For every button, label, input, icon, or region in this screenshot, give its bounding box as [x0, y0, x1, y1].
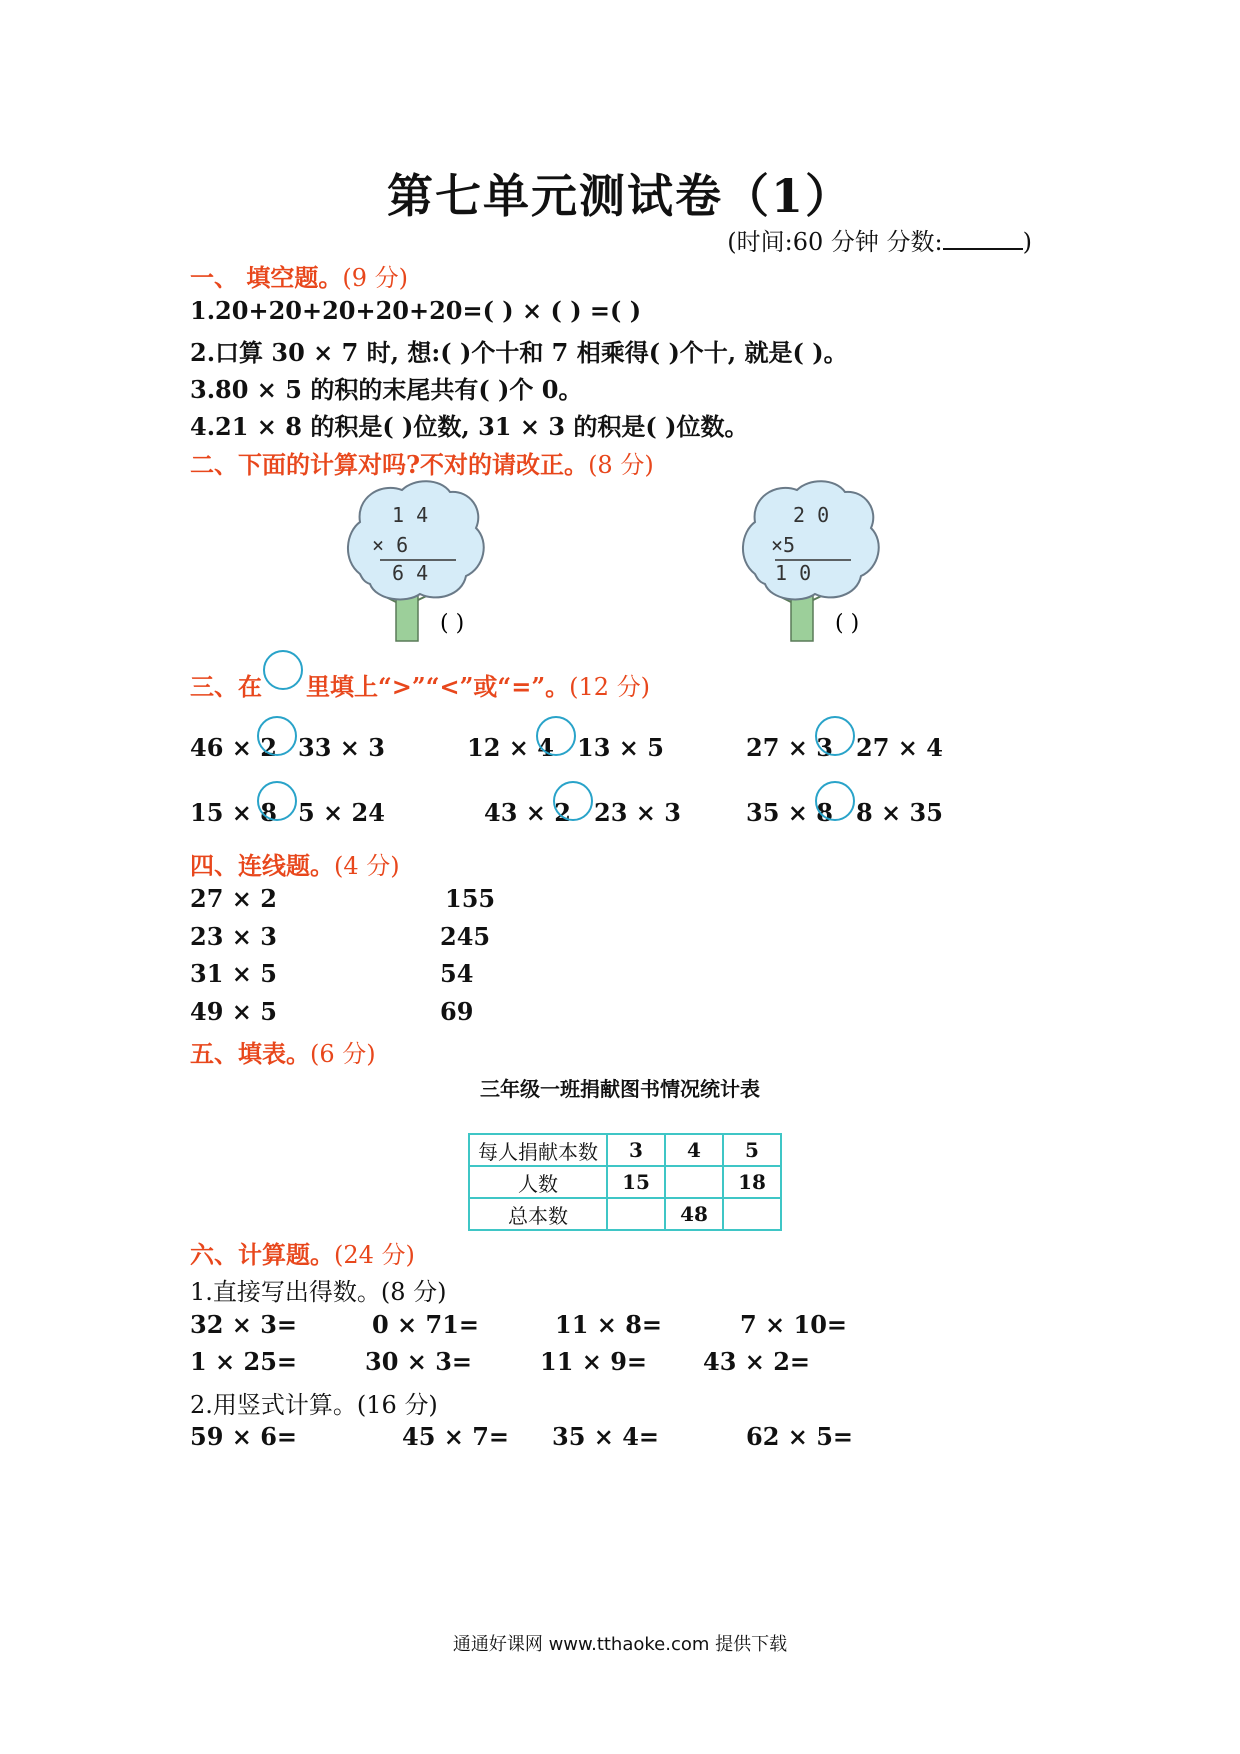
match-right-3[interactable]: 54 — [440, 959, 474, 988]
compare-4-left: 15 × 8 — [190, 798, 277, 827]
match-left-1[interactable]: 27 × 2 — [190, 884, 277, 913]
section-6-points: (24 分) — [334, 1241, 415, 1269]
section-5-title: 五、填表。 — [190, 1039, 310, 1068]
table-cell: 3 — [607, 1134, 665, 1166]
match-right-2[interactable]: 245 — [440, 922, 491, 951]
section-6-title: 六、计算题。 — [190, 1240, 334, 1269]
table-cell-blank[interactable] — [665, 1166, 723, 1198]
calc-item[interactable]: 7 × 10= — [740, 1310, 848, 1339]
fill-question-2[interactable]: 2.口算 30 × 7 时, 想:( )个十和 7 相乘得( )个十, 就是( )。 — [190, 338, 848, 367]
table-cell-blank[interactable] — [607, 1198, 665, 1230]
tree-2-top: 2 0 — [793, 503, 830, 527]
row-header: 人数 — [469, 1166, 607, 1198]
heading-circle-icon — [263, 650, 303, 690]
compare-5-right: 23 × 3 — [594, 798, 681, 827]
calc-sub-1-points: (8 分) — [380, 1278, 447, 1306]
compare-3-circle[interactable] — [815, 716, 855, 756]
compare-2-right: 13 × 5 — [577, 733, 664, 762]
calc-sub-1-label: 1.直接写出得数。 — [190, 1278, 381, 1306]
match-right-4[interactable]: 69 — [440, 997, 474, 1026]
page-title: 第七单元测试卷（1） — [386, 169, 853, 223]
tree-2-mid: ×5 — [771, 533, 796, 557]
table-cell: 4 — [665, 1134, 723, 1166]
section-5-points: (6 分) — [310, 1040, 376, 1068]
section-1-title: 一、 填空题。 — [190, 263, 343, 292]
tree-1-answer[interactable]: ( ) — [440, 611, 465, 636]
match-left-4[interactable]: 49 × 5 — [190, 997, 277, 1026]
compare-6-right: 8 × 35 — [856, 798, 943, 827]
compare-1-right: 33 × 3 — [298, 733, 385, 762]
section-5-heading — [190, 1034, 376, 1069]
tree-1-top: 1 4 — [392, 503, 429, 527]
calc-item[interactable]: 30 × 3= — [365, 1347, 473, 1376]
section-2-points: (8 分) — [588, 451, 654, 479]
table-cell: 5 — [723, 1134, 781, 1166]
compare-1-circle[interactable] — [257, 716, 297, 756]
calc-item[interactable]: 35 × 4= — [552, 1422, 660, 1451]
fill-question-4[interactable]: 4.21 × 8 的积是( )位数, 31 × 3 的积是( )位数。 — [190, 412, 749, 441]
calc-item[interactable]: 62 × 5= — [746, 1422, 854, 1451]
compare-6-circle[interactable] — [815, 781, 855, 821]
section-3-heading — [190, 667, 650, 702]
tree-2-answer[interactable]: ( ) — [835, 611, 860, 636]
calc-sub-2-points: (16 分) — [356, 1391, 438, 1419]
calc-item[interactable]: 32 × 3= — [190, 1310, 298, 1339]
score-blank[interactable] — [943, 226, 1023, 250]
calc-item[interactable]: 1 × 25= — [190, 1347, 298, 1376]
table-row — [469, 1198, 781, 1230]
tree-2-bottom: 1 0 — [775, 561, 812, 585]
compare-4-right: 5 × 24 — [298, 798, 385, 827]
compare-4-circle[interactable] — [257, 781, 297, 821]
compare-3-right: 27 × 4 — [856, 733, 943, 762]
table-cell: 18 — [723, 1166, 781, 1198]
compare-1-left: 46 × 2 — [190, 733, 277, 762]
table-cell-blank[interactable] — [723, 1198, 781, 1230]
calc-item[interactable]: 59 × 6= — [190, 1422, 298, 1451]
time-score-line — [727, 222, 1032, 257]
section-1-heading — [190, 258, 408, 293]
tree-problem-1 — [340, 476, 530, 646]
tree-1-mid: × 6 — [372, 533, 409, 557]
calc-item[interactable]: 43 × 2= — [703, 1347, 811, 1376]
time-score-suffix: ) — [1022, 228, 1032, 256]
table-caption: 三年级一班捐献图书情况统计表 — [480, 1077, 760, 1101]
book-donation-table — [468, 1133, 782, 1231]
compare-2-circle[interactable] — [536, 716, 576, 756]
row-header: 每人捐献本数 — [469, 1134, 607, 1166]
section-6-heading — [190, 1235, 415, 1270]
footer-credit: 通通好课网 www.tthaoke.com 提供下载 — [452, 1634, 788, 1655]
section-3-title-b: 里填上“>”“<”或“=”。 — [306, 672, 570, 701]
tree-problem-2 — [735, 476, 925, 646]
compare-5-circle[interactable] — [553, 781, 593, 821]
section-2-title: 二、下面的计算对吗?不对的请改正。 — [190, 450, 589, 479]
calc-sub-1 — [190, 1272, 447, 1307]
calc-item[interactable]: 11 × 8= — [555, 1310, 663, 1339]
compare-5-left: 43 × 2 — [484, 798, 571, 827]
tree-1-bottom: 6 4 — [392, 561, 429, 585]
match-right-1[interactable]: 155 — [445, 884, 496, 913]
fill-question-1[interactable]: 1.20+20+20+20+20=( ) × ( ) =( ) — [190, 296, 642, 325]
table-cell: 15 — [607, 1166, 665, 1198]
section-2-heading — [190, 445, 654, 480]
section-3-points: (12 分) — [569, 673, 651, 701]
section-4-heading — [190, 846, 400, 881]
match-left-3[interactable]: 31 × 5 — [190, 959, 277, 988]
fill-question-3[interactable]: 3.80 × 5 的积的末尾共有( )个 0。 — [190, 375, 583, 404]
time-score-prefix: (时间:60 分钟 分数: — [727, 228, 943, 256]
compare-6-left: 35 × 8 — [746, 798, 833, 827]
section-3-title-a: 三、在 — [190, 672, 262, 701]
calc-item[interactable]: 0 × 71= — [372, 1310, 480, 1339]
compare-2-left: 12 × 4 — [467, 733, 554, 762]
section-4-points: (4 分) — [334, 852, 400, 880]
match-left-2[interactable]: 23 × 3 — [190, 922, 277, 951]
calc-sub-2 — [190, 1385, 438, 1420]
row-header: 总本数 — [469, 1198, 607, 1230]
calc-sub-2-label: 2.用竖式计算。 — [190, 1391, 357, 1419]
compare-3-left: 27 × 3 — [746, 733, 833, 762]
section-4-title: 四、连线题。 — [190, 851, 334, 880]
section-1-points: (9 分) — [342, 264, 408, 292]
table-cell: 48 — [665, 1198, 723, 1230]
calc-item[interactable]: 11 × 9= — [540, 1347, 648, 1376]
table-row — [469, 1134, 781, 1166]
calc-item[interactable]: 45 × 7= — [402, 1422, 510, 1451]
table-row — [469, 1166, 781, 1198]
